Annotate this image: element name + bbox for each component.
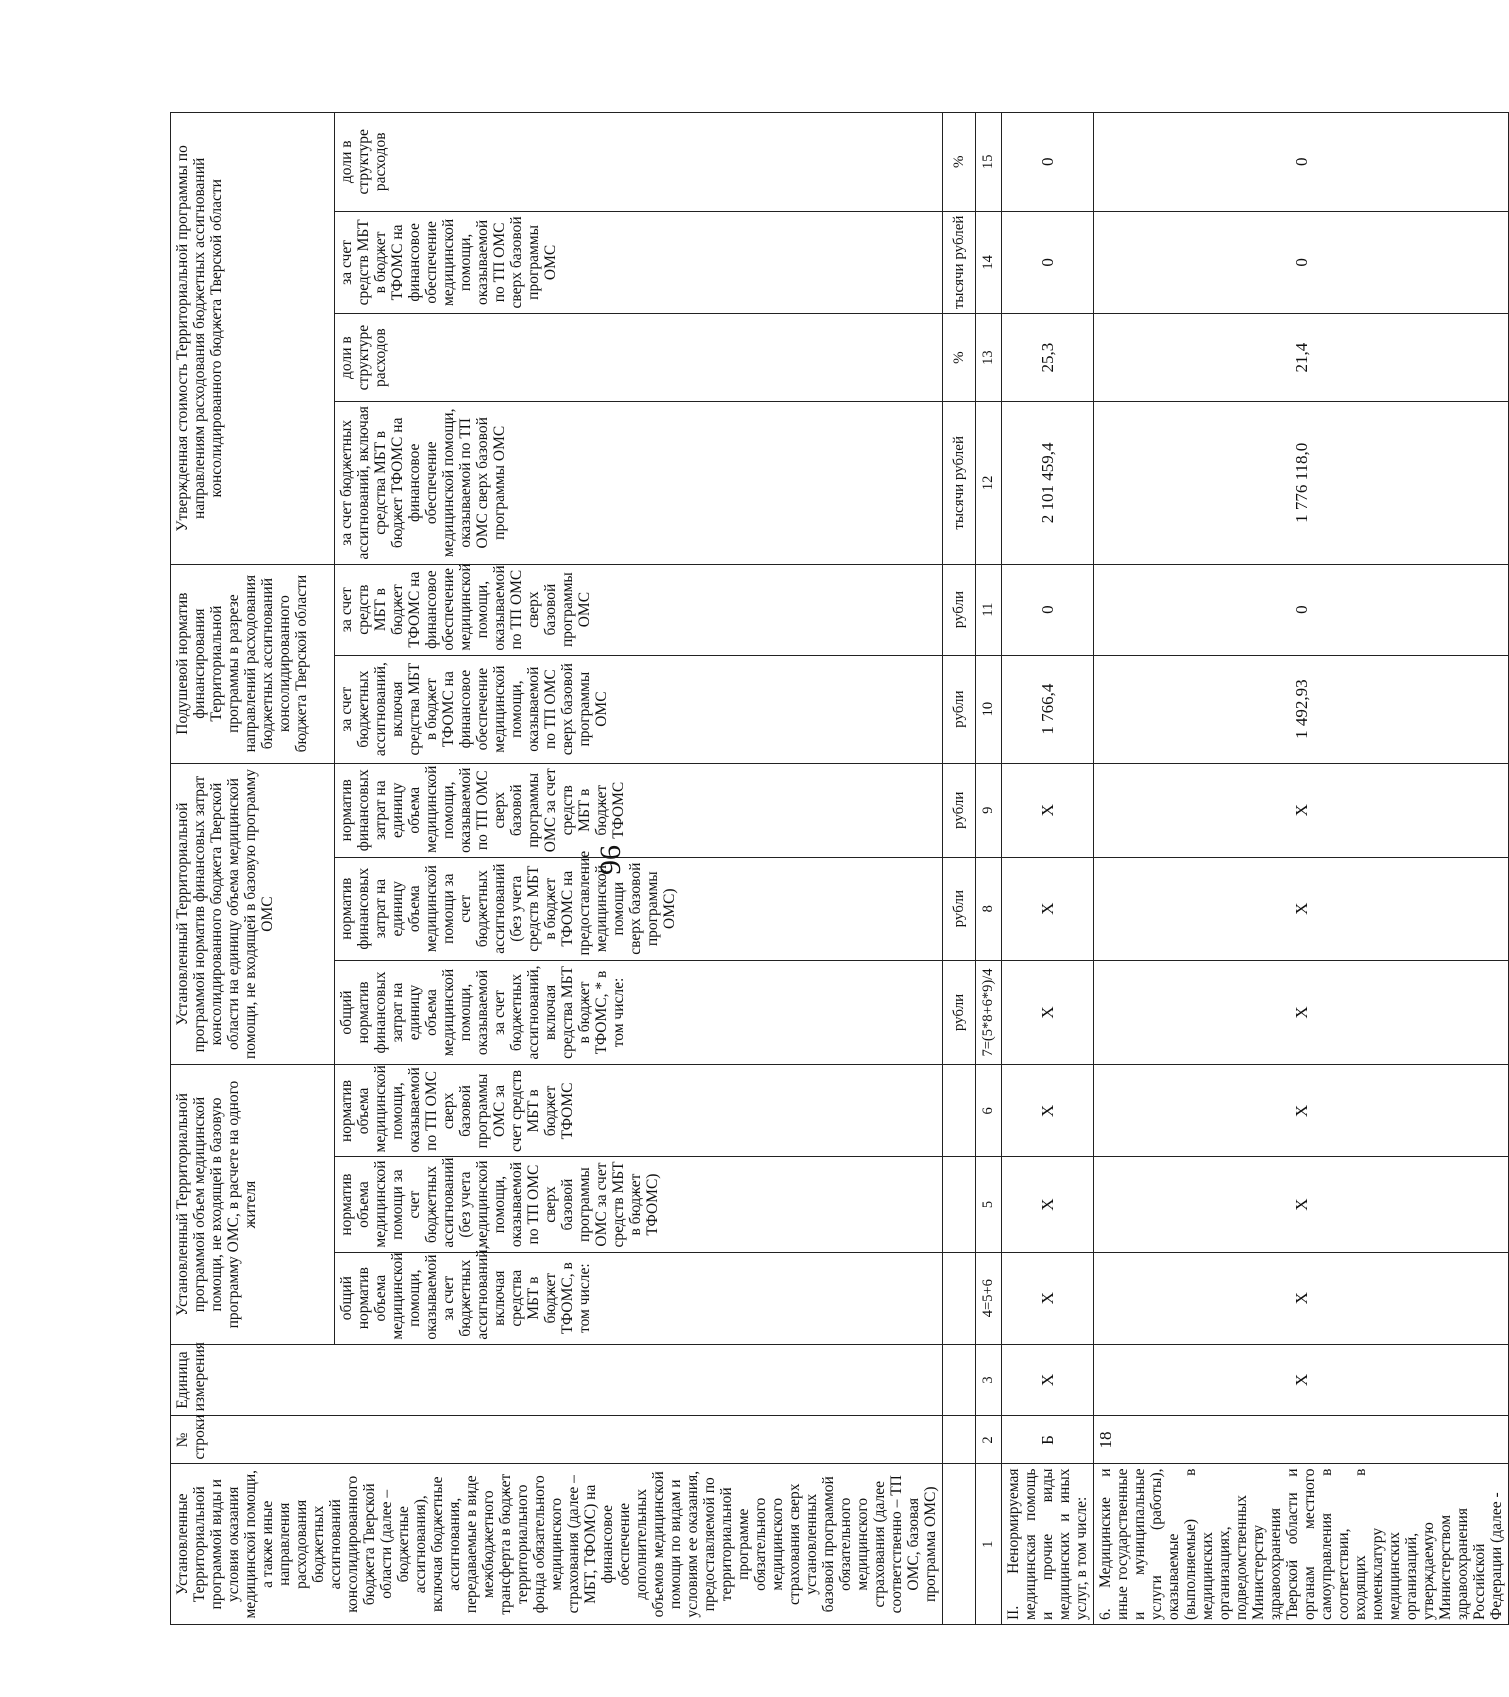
units-row (943, 113, 976, 1625)
table-cell: Х (1002, 1252, 1094, 1344)
unit-cell: рубли (943, 564, 976, 655)
header-group-norm: Установленный Территориальной программой норматив финансовых затрат консолидированного бюджета Тверской области на единицу объема медицинской помощи, не входящей в базовую программу ОМС (171, 763, 335, 1065)
table-cell: 0 (1002, 113, 1094, 212)
header-col-11: за счет средств МБТ в бюджет ТФОМС на финансовое обеспечение медицинской помощи, оказываемой по ТП ОМС сверх базовой программы ОМС (335, 564, 943, 655)
data-table (170, 112, 1505, 1625)
column-number: 2 (976, 1416, 1002, 1464)
unit-cell: рубли (943, 655, 976, 763)
table-cell: Х (1094, 763, 1509, 857)
unit-cell: тысячи рублей (943, 401, 976, 564)
table-cell: Х (1094, 1344, 1509, 1416)
column-number: 10 (976, 655, 1002, 763)
table-cell: 0 (1002, 211, 1094, 314)
table-cell: 1 492,93 (1094, 655, 1509, 763)
column-number: 8 (976, 857, 1002, 960)
row-label: II. Ненормируемая медицинская помощь и прочие виды медицинских и иных услуг, в том числе: (1002, 1464, 1094, 1625)
table-cell: Х (1002, 1157, 1094, 1252)
table-cell: 0 (1094, 211, 1509, 314)
header-col-8: норматив финансовых затрат на единицу объема медицинской помощи за счет бюджетных ассигнований (без учета средств МБТ в бюджет ТФОМС на предоставление медицинской помощи сверх базовой программы ОМС) (335, 857, 943, 960)
column-number: 12 (976, 401, 1002, 564)
column-number: 15 (976, 113, 1002, 212)
header-col-13: доли в структуре расходов (335, 314, 943, 402)
column-number: 7=(5*8+6*9)/4 (976, 960, 1002, 1065)
table-cell: 0 (1094, 564, 1509, 655)
unit-cell (943, 1252, 976, 1344)
column-number: 6 (976, 1065, 1002, 1157)
column-numbers-row (976, 113, 1002, 1625)
table-row (1094, 113, 1509, 1625)
column-number: 9 (976, 763, 1002, 857)
header-col-7: общий норматив финансовых затрат на единицу объема медицинской помощи, оказываемой за счет бюджетных ассигнований, включая средства МБТ в бюджет ТФОМС, * в том числе: (335, 960, 943, 1065)
unit-cell (943, 1157, 976, 1252)
header-col-15: доли в структуре расходов (335, 113, 943, 212)
header-col-4: общий норматив объема медицинской помощи, оказываемой за счет бюджетных ассигнований, включая средства МБТ в бюджет ТФОМС, в том числе: (335, 1252, 943, 1344)
column-number: 14 (976, 211, 1002, 314)
header-group-volume: Установленный Территориальной программой объем медицинской помощи, не входящей в базовую программу ОМС, в расчете на одного жителя (171, 1065, 335, 1344)
column-number: 13 (976, 314, 1002, 402)
table-cell: Х (1002, 763, 1094, 857)
page-number: 96 (594, 845, 627, 875)
header-col-3: Единица измерения (171, 1344, 943, 1416)
column-number: 11 (976, 564, 1002, 655)
column-number: 3 (976, 1344, 1002, 1416)
header-col-12: за счет бюджетных ассигнований, включая средства МБТ в бюджет ТФОМС на финансовое обеспечение медицинской помощи, оказываемой по ТП ОМС сверх базовой программы ОМС (335, 401, 943, 564)
row-label: 6. Медицинские и иные государственные и муниципальные услуги (работы), оказываемые (выполняемые) в медицинских организациях, подведомственных Министерству здравоохранения Тверской области и органам местного самоуправления в соответствии, входящих в номенклатуру медицинских организаций, утверждаемую Министерством здравоохранения Российской Федерации (далее - (1094, 1464, 1509, 1625)
table-cell: 1 766,4 (1002, 655, 1094, 763)
table-cell: Х (1094, 857, 1509, 960)
table-cell: Х (1094, 1157, 1509, 1252)
column-number: 5 (976, 1157, 1002, 1252)
unit-cell: рубли (943, 960, 976, 1065)
column-number: 1 (976, 1464, 1002, 1625)
table-cell: 1 776 118,0 (1094, 401, 1509, 564)
unit-cell (943, 1464, 976, 1625)
column-number: 4=5+6 (976, 1252, 1002, 1344)
unit-cell: рубли (943, 763, 976, 857)
header-col-1: Установленные Территориальной программой виды и условия оказания медицинской помощи, а также иные направления расходования бюджетных ассигнований консолидированного бюджета Тверской области (далее – бюджетные ассигнования), включая бюджетные ассигнования, передаваемые в виде межбюджетного трансферта в бюджет территориального фонда обязательного медицинского страхования (далее – МБТ, ТФОМС) на финансовое обеспечение дополнительных объемов медицинской помощи по видам и условиям ее оказания, предоставляемой по территориальной программе обязательного медицинского страхования сверх установленных базовой программой обязательного медицинского страхования (далее соответственно – ТП ОМС, базовая программа ОМС) (171, 1464, 943, 1625)
header-col-9: норматив финансовых затрат на единицу объема медицинской помощи, оказываемой по ТП ОМС сверх базовой программы ОМС за счет средств МБТ в бюджет ТФОМС (335, 763, 943, 857)
table-cell: Х (1094, 960, 1509, 1065)
table-row (1002, 113, 1094, 1625)
table-cell: Х (1002, 960, 1094, 1065)
unit-cell (943, 1344, 976, 1416)
table-cell: 2 101 459,4 (1002, 401, 1094, 564)
header-col-5: норматив объема медицинской помощи за счет бюджетных ассигнований (без учета медицинской помощи, оказываемой по ТП ОМС сверх базовой программы ОМС за счет средств МБТ в бюджет ТФОМС) (335, 1157, 943, 1252)
unit-cell: % (943, 314, 976, 402)
header-col-10: за счет бюджетных ассигнований, включая средства МБТ в бюджет ТФОМС на финансовое обеспечение медицинской помощи, оказываемой по ТП ОМС сверх базовой программы ОМС (335, 655, 943, 763)
table-cell: 0 (1094, 113, 1509, 212)
table-cell: Х (1002, 1065, 1094, 1157)
header-col-2: № строки (171, 1416, 943, 1464)
table-cell: Х (1002, 857, 1094, 960)
table-cell: 25,3 (1002, 314, 1094, 402)
table-cell: Х (1094, 1252, 1509, 1344)
header-group-cost: Утвержденная стоимость Территориальной программы по направлениям расходования бюджетных ассигнований консолидированного бюджета Тверской области (171, 113, 335, 565)
table-cell: 0 (1002, 564, 1094, 655)
unit-cell (943, 1065, 976, 1157)
header-col-14: за счет средств МБТ в бюджет ТФОМС на финансовое обеспечение медицинской помощи, оказываемой по ТП ОМС сверх базовой программы ОМС (335, 211, 943, 314)
table-cell: Х (1002, 1344, 1094, 1416)
table-cell: Х (1094, 1065, 1509, 1157)
row-number: Б (1002, 1416, 1094, 1464)
unit-cell: тысячи рублей (943, 211, 976, 314)
unit-cell: рубли (943, 857, 976, 960)
header-group-percapita: Подушевой норматив финансирования Территориальной программы в разрезе направлений расходования бюджетных ассигнований консолидированного бюджета Тверской области (171, 564, 335, 763)
table-cell: 21,4 (1094, 314, 1509, 402)
header-col-6: норматив объема медицинской помощи, оказываемой по ТП ОМС сверх базовой программы ОМС за счет средств МБТ в бюджет ТФОМС (335, 1065, 943, 1157)
unit-cell (943, 1416, 976, 1464)
unit-cell: % (943, 113, 976, 212)
row-number: 18 (1094, 1416, 1509, 1464)
